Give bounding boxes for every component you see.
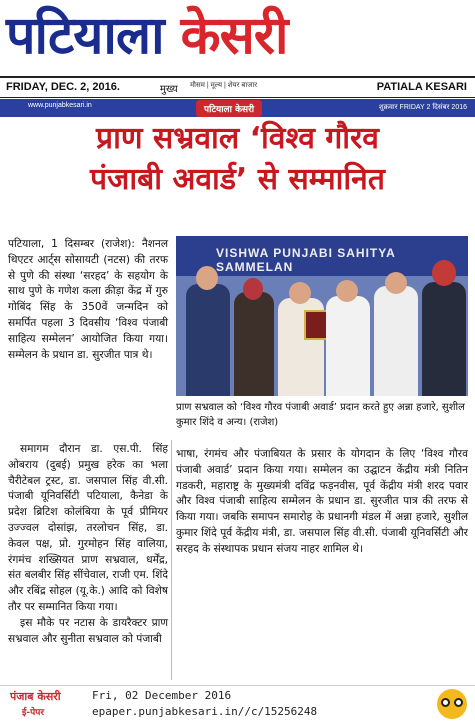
owl-right-eye-icon xyxy=(454,698,463,707)
photo-person xyxy=(374,286,418,396)
footer-logo: पंजाब केसरी xyxy=(10,690,61,703)
article-column-2 xyxy=(176,447,468,558)
headline-line1: प्राण सभ्रवाल ‘विश्व गौरव xyxy=(96,121,379,156)
masthead-title-part2: केसरी xyxy=(180,6,288,66)
masthead-title xyxy=(6,0,288,74)
subbar-url: www.punjabkesari.in xyxy=(28,102,92,109)
epaper-footer xyxy=(0,685,475,722)
photo-person xyxy=(186,284,230,396)
photo-person-head xyxy=(196,266,218,290)
dateline-sections: मौसम | मूल्य | शेयर बाजार xyxy=(190,82,258,89)
article-paragraph-4: भाषा, रंगमंच और पंजाबियत के प्रसार के योगदान के लिए ‘विश्व गौरव पंजाबी अवार्ड’ प्रदान किया गया। सम्मेलन का उद्घाटन केंद्रीय मंत्री नितिन गडकरी, महाराष्ट्र के मुख्यमंत्री दविंद्र फड़नवीस, पूर्व केंद्रीय मंत्री शरद पवार और विश्व पंजाबी साहित्य सम्मेलन के प्रधान डा. सुरजीत पात्र की तरफ से किया गया। जबकि समापन समारोह के प्रधानगी मंडल में अन्ना हजारे, सुशील कुमार शिंदे पूर्व केंद्रीय मंत्री, डा. जसपाल सिंह वी.सी. पंजाबी यूनिवर्सिटी और सरहद के संस्थापक प्रधान संजय नाहर शामिल थे। xyxy=(176,448,468,555)
column-divider xyxy=(171,440,172,680)
photo-caption: प्राण सभ्रवाल को ‘विश्व गौरव पंजाबी अवार्ड’ प्रदान करते हुए अन्ना हजारे, सुशील कुमार शिंदे व अन्य। (राजेश) xyxy=(176,402,465,428)
dateline-paper-name: PATIALA KESARI xyxy=(376,81,467,93)
footer-logo-subtitle: ई-पेपर xyxy=(22,708,45,718)
photo-person-head xyxy=(289,282,311,304)
article-paragraph-2: समागम दौरान डा. एस.पी. सिंह ओबराय (दुबई) प्रमुख हरेक का भला चैरीटेबल ट्रस्ट, डा. जसपाल सिंह वी.सी. पंजाबी यूनिवर्सिटी पटियाला, कैनेडा के प्रदेश ब्रिटिश कोलंबिया के पूर्व प्रीमियर उज्ज्वल दोसांझ, तरलोचन सिंह, डा. केवल पक्ष, प्रो. गुरमोहन सिंह वालिया, रंगमंच शख्सियत प्राण सभ्रवाल, धर्मेंद्र, संत बलबीर सिंह सींचेवाल, राजी एम. शिंदे और रबिंद्र सोहल (यू.के.) आदि को विशेष तौर पर सम्मानित किया गया। xyxy=(8,443,168,613)
page-subbar xyxy=(0,99,475,117)
photo-person-head xyxy=(385,272,407,294)
footer-date: Fri, 02 December 2016 xyxy=(92,689,232,702)
footer-url[interactable]: epaper.punjabkesari.in//c/15256248 xyxy=(92,705,318,718)
article-paragraph-3: इस मौके पर नटास के डायरैक्टर प्राण सभ्रवाल और सुनीता सभ्रवाल को पंजाबी xyxy=(8,616,168,645)
article-paragraph-1: पटियाला, 1 दिसम्बर (राजेश): नैशनल थिएटर आर्ट्स सोसायटी (नटस) की तरफ से पुणे की संस्था ‘सरहद’ के सहयोग के साथ पुणे के गणेश कला क्रीड़ा केंद्र में गुरु गोबिंद सिंह के 350वें जन्मदिन को समर्पित पहला 3 दिवसीय ‘विश्व पंजाबी साहित्य सम्मेलन’ आयोजित किया गया। सम्मेलन के प्रधान डा. सुरजीत पात्र थे। xyxy=(8,238,168,361)
dateline-edition: मुख्य xyxy=(160,84,178,95)
dateline-date: FRIDAY, DEC. 2, 2016. xyxy=(6,81,120,93)
photo-person xyxy=(326,296,370,396)
photo-banner xyxy=(176,236,468,276)
owl-mascot-icon xyxy=(437,689,467,719)
subbar-date: शुक्रवार FRIDAY 2 दिसंबर 2016 xyxy=(378,104,467,111)
photo-person-head xyxy=(243,278,263,300)
photo-person-head xyxy=(432,260,456,286)
masthead xyxy=(0,0,475,76)
subbar-logo: पटियाला केसरी xyxy=(196,100,262,117)
dateline-bar xyxy=(0,76,475,98)
article-photo xyxy=(176,236,468,396)
photo-person-head xyxy=(336,280,358,302)
photo-banner-text: VISHWA PUNJABI SAHITYA SAMMELAN xyxy=(216,246,396,274)
photo-person xyxy=(234,292,274,396)
article-headline xyxy=(0,118,475,200)
article-column-1-continued xyxy=(8,442,168,647)
article-column-1 xyxy=(8,237,168,363)
masthead-title-part1: पटियाला xyxy=(6,6,181,66)
headline-line2: पंजाबी अवार्ड’ से सम्मानित xyxy=(90,162,385,197)
photo-person xyxy=(422,282,466,396)
owl-left-eye-icon xyxy=(441,698,450,707)
